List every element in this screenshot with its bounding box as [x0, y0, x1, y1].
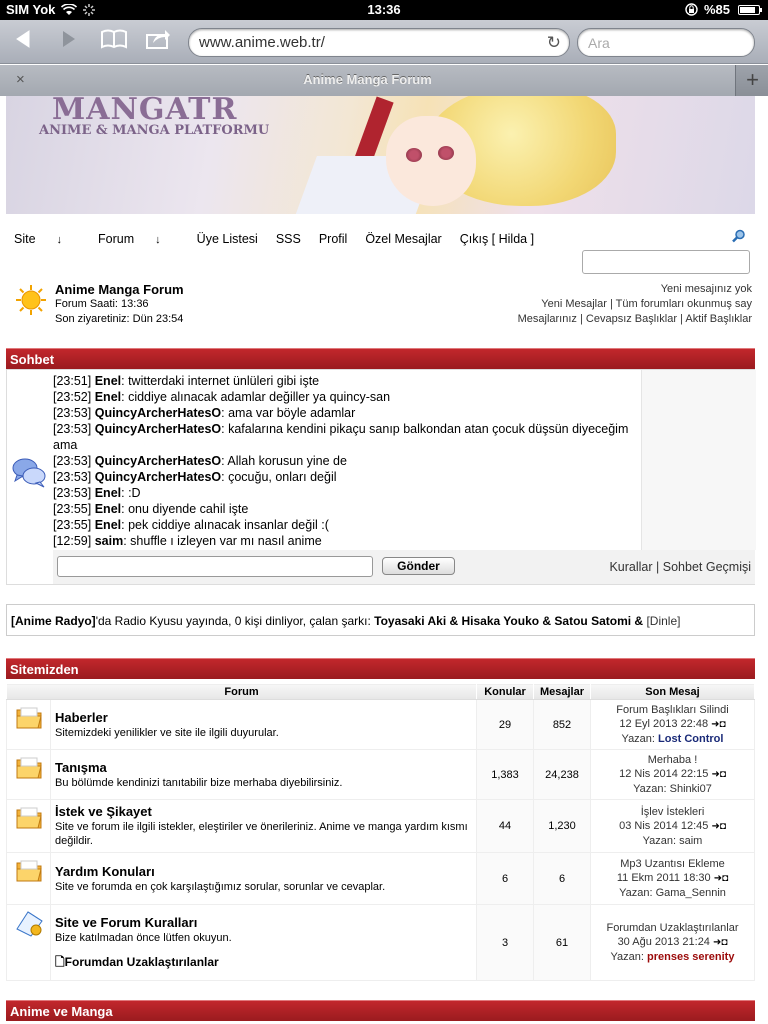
posts-count: 24,238 — [534, 750, 591, 800]
send-button[interactable]: Gönder — [382, 557, 455, 575]
share-icon[interactable] — [142, 28, 174, 56]
new-tab-button[interactable]: + — [746, 67, 759, 92]
tab-bar — [0, 65, 768, 96]
forum-icon-cell — [7, 853, 51, 905]
chat-text: : Allah korusun yine de — [221, 454, 347, 468]
chat-message — [53, 517, 641, 533]
chat-time: [23:55] — [53, 518, 92, 532]
forum-cell — [51, 700, 477, 750]
forum-cell — [51, 853, 477, 905]
chat-time: [23:53] — [53, 422, 92, 436]
reload-icon[interactable]: ↻ — [546, 33, 561, 52]
site-banner[interactable] — [6, 96, 755, 214]
chat-message — [53, 469, 641, 485]
browser-toolbar — [0, 20, 768, 64]
last-post-date: 12 Eyl 2013 22:48 — [619, 718, 709, 730]
chat-time: [23:55] — [53, 502, 92, 516]
column-topics: Konular — [477, 684, 534, 700]
subforum-link[interactable]: 🗋Forumdan Uzaklaştırılanlar — [55, 955, 219, 969]
search-icon[interactable] — [732, 229, 746, 243]
chat-text: : ama var böyle adamlar — [221, 406, 356, 420]
tab-close-icon[interactable]: × — [16, 71, 25, 88]
forum-table — [6, 683, 755, 981]
folder-icon — [15, 804, 43, 830]
chat-message — [53, 421, 641, 453]
go-to-post-icon[interactable]: ➜◘ — [711, 719, 726, 730]
last-post-date: 03 Nis 2014 12:45 — [619, 819, 709, 832]
chat-log — [53, 373, 641, 549]
chat-bubbles-icon — [11, 456, 47, 488]
chat-message — [53, 453, 641, 469]
author-prefix: Yazan: — [621, 733, 655, 745]
forum-description: Site ve forumda en çok karşılaştığımız sorular, sorunlar ve cevaplar. — [55, 880, 386, 893]
forum-row — [7, 700, 755, 750]
chat-user[interactable]: Enel — [94, 374, 122, 388]
new-posts-link[interactable]: Yeni Mesajlar — [541, 298, 607, 310]
author-prefix: Yazan: — [619, 887, 653, 899]
author-prefix: Yazan: — [610, 951, 644, 963]
chat-message — [53, 485, 641, 501]
chat-message — [53, 501, 641, 517]
radio-listen-link[interactable]: [Dinle] — [646, 614, 681, 628]
carrier-label: SIM Yok — [6, 2, 56, 17]
topics-count: 6 — [477, 853, 534, 905]
nav-private-messages[interactable]: Özel Mesajlar — [365, 232, 442, 246]
radio-song: Toyasaki Aki & Hisaka Youko & Satou Satomi & — [374, 614, 644, 628]
your-posts-link[interactable]: Mesajlarınız — [517, 313, 577, 325]
forum-info — [55, 282, 184, 327]
section-header-sitemizden[interactable]: Sitemizden — [6, 658, 755, 679]
topics-count: 44 — [477, 800, 534, 853]
forum-name-link[interactable]: Site ve Forum Kuralları — [55, 915, 198, 930]
nav-member-list[interactable]: Üye Listesi — [196, 232, 258, 246]
chat-user[interactable]: Enel — [94, 518, 122, 532]
column-forum: Forum — [7, 684, 477, 700]
nav-faq[interactable]: SSS — [275, 232, 301, 246]
chat-user[interactable]: QuincyArcherHatesO — [94, 454, 222, 468]
radio-station[interactable]: [Anime Radyo] — [11, 614, 96, 628]
last-post-cell — [591, 905, 755, 981]
go-to-post-icon[interactable]: ➜◘ — [711, 769, 726, 780]
posts-count: 6 — [534, 853, 591, 905]
site-search-input[interactable] — [582, 250, 750, 274]
banner-logo-subtitle: ANIME & MANGA PLATFORMU — [39, 123, 270, 138]
forum-description: Sitemizdeki yenilikler ve site ile ilgili duyurular. — [55, 726, 279, 739]
back-icon[interactable] — [8, 28, 40, 56]
battery-percent: %85 — [703, 2, 730, 17]
web-page — [0, 96, 768, 1024]
status-bar — [0, 0, 768, 20]
chat-text: : kafalarına kendini pikaçu sanıp balkondan atan çocuk düşsün diyeceğim ama — [53, 422, 629, 452]
posts-count: 852 — [534, 700, 591, 750]
topics-count: 3 — [477, 905, 534, 981]
last-post-date: 30 Ağu 2013 21:24 — [617, 936, 710, 948]
last-post-cell — [591, 750, 755, 800]
browser-search-input[interactable] — [577, 28, 755, 57]
chat-time: [23:52] — [53, 390, 92, 404]
chat-time: [12:59] — [53, 534, 92, 548]
author-prefix: Yazan: — [642, 834, 677, 847]
last-post-title[interactable]: Forumdan Uzaklaştırılanlar — [606, 922, 739, 934]
forum-row — [7, 750, 755, 800]
chat-text: : çocuğu, onları değil — [221, 470, 337, 484]
forum-cell — [51, 750, 477, 800]
clock: 13:36 — [367, 2, 401, 17]
chat-text: : shuffle ı izleyen var mı nasıl anime — [123, 534, 322, 548]
nav-profile[interactable]: Profil — [318, 232, 348, 246]
chat-time: [23:51] — [53, 374, 92, 388]
unanswered-topics-link[interactable]: Cevapsız Başlıklar — [585, 313, 677, 325]
forum-name-link[interactable]: Yardım Konuları — [55, 863, 155, 879]
url-bar[interactable] — [188, 28, 570, 57]
forum-row — [7, 905, 755, 981]
topics-count: 1,383 — [477, 750, 534, 800]
site-nav — [14, 232, 552, 246]
column-posts: Mesajlar — [534, 684, 591, 700]
browser-search-placeholder: Ara — [588, 35, 610, 51]
chat-time: [23:53] — [53, 454, 92, 468]
new-messages-status[interactable]: Yeni mesajınız yok — [660, 283, 752, 295]
chat-sidebar — [641, 370, 756, 550]
nav-logout[interactable]: Çıkış [ Hilda ] — [459, 232, 535, 246]
chat-user[interactable]: Enel — [94, 486, 122, 500]
forum-icon-cell — [7, 750, 51, 800]
chat-user[interactable]: QuincyArcherHatesO — [94, 422, 222, 436]
last-post-cell — [591, 853, 755, 905]
chat-time: [23:53] — [53, 470, 92, 484]
chat-text: : pek ciddiye alınacak insanlar değil :( — [121, 518, 329, 532]
chat-text: : :D — [121, 486, 141, 500]
last-post-date: 11 Ekm 2011 18:30 — [616, 872, 711, 884]
last-post-title[interactable]: Merhaba ! — [647, 754, 698, 766]
chat-time: [23:53] — [53, 486, 92, 500]
sun-icon — [15, 284, 47, 316]
last-post-author[interactable]: saim — [679, 834, 703, 847]
go-to-post-icon[interactable]: ➜◘ — [713, 937, 728, 948]
section-header-chat[interactable]: Sohbet — [6, 348, 755, 369]
chat-user[interactable]: Enel — [94, 390, 122, 404]
chat-history-link[interactable]: Sohbet Geçmişi — [662, 560, 751, 574]
go-to-post-icon[interactable]: ➜◘ — [711, 820, 726, 832]
banner-logo: MANGATR — [52, 96, 238, 127]
page-icon: 🗋 — [55, 955, 65, 969]
tab-anime-manga-forum[interactable] — [0, 65, 736, 96]
forum-title[interactable]: Anime Manga Forum — [55, 282, 184, 297]
mark-all-read-link[interactable]: Tüm forumları okunmuş say — [615, 298, 752, 310]
forum-name-link[interactable]: Tanışma — [55, 759, 107, 775]
forum-row — [7, 800, 755, 853]
forward-icon[interactable] — [52, 28, 84, 56]
forum-name-link[interactable]: İstek ve Şikayet — [55, 804, 152, 819]
forum-time: Forum Saati: 13:36 — [55, 298, 149, 310]
forum-icon-cell — [7, 800, 51, 853]
topics-count: 29 — [477, 700, 534, 750]
forum-description: Bu bölümde kendinizi tanıtabilir bize merhaba diyebilirsiniz. — [55, 776, 343, 789]
chat-user[interactable]: QuincyArcherHatesO — [94, 470, 222, 484]
forum-cell — [51, 800, 477, 853]
nav-site[interactable]: Site ↓ — [14, 232, 63, 246]
column-last-post: Son Mesaj — [591, 684, 755, 700]
last-post-cell — [591, 700, 755, 750]
battery-icon — [738, 5, 760, 15]
chat-box — [6, 369, 755, 585]
last-post-title[interactable]: İşlev İstekleri — [640, 805, 705, 818]
forum-name-link[interactable]: Haberler — [55, 709, 108, 725]
chat-text: : twitterdaki internet ünlüleri gibi işte — [121, 374, 320, 388]
last-post-author[interactable]: prenses serenity — [647, 951, 735, 963]
chat-user[interactable]: QuincyArcherHatesO — [94, 406, 222, 420]
chat-user[interactable]: Enel — [94, 502, 122, 516]
forum-description: Bize katılmadan önce lütfen okuyun. — [55, 932, 232, 944]
chat-message-input[interactable] — [57, 556, 373, 577]
last-post-title[interactable]: Mp3 Uzantısı Ekleme — [620, 858, 725, 870]
folder-icon — [15, 704, 43, 730]
tab-title: Anime Manga Forum — [303, 72, 432, 87]
lock-rotation-icon — [685, 3, 698, 16]
posts-count: 1,230 — [534, 800, 591, 853]
radio-bar — [6, 604, 755, 636]
chat-message — [53, 389, 641, 405]
last-post-author[interactable]: Shinki07 — [669, 783, 712, 795]
chat-controls: Gönder Kurallar | Sohbet Geçmişi — [53, 550, 755, 584]
chat-time: [23:53] — [53, 406, 92, 420]
bookmarks-icon[interactable] — [98, 28, 130, 56]
author-prefix: Yazan: — [633, 783, 667, 795]
rules-icon — [14, 909, 44, 937]
chat-text: : onu diyende cahil işte — [121, 502, 249, 516]
radio-status: 'da Radio Kyusu yayında, 0 kişi dinliyor, çalan şarkı: — [95, 614, 375, 628]
chat-user[interactable]: saim — [94, 534, 124, 548]
last-post-date: 12 Nis 2014 22:15 — [619, 768, 709, 780]
url-text: www.anime.web.tr/ — [199, 34, 325, 51]
posts-count: 61 — [534, 905, 591, 981]
chevron-down-icon: ↓ — [56, 234, 63, 246]
chevron-down-icon: ↓ — [155, 234, 161, 246]
battery-level — [740, 7, 755, 13]
folder-icon — [15, 857, 43, 883]
nav-forum[interactable]: Forum ↓ — [98, 232, 161, 246]
chat-message — [53, 373, 641, 389]
active-topics-link[interactable]: Aktif Başlıklar — [685, 313, 752, 325]
last-post-author[interactable]: Lost Control — [658, 733, 724, 745]
last-post-title[interactable]: Forum Başlıkları Silindi — [616, 704, 729, 716]
forum-cell — [51, 905, 477, 981]
chat-text: : ciddiye alınacak adamlar değiller ya quincy-san — [121, 390, 391, 404]
forum-row — [7, 853, 755, 905]
forum-icon-cell — [7, 905, 51, 981]
forum-icon-cell — [7, 700, 51, 750]
chat-message — [53, 405, 641, 421]
forum-description: Site ve forum ile ilgili istekler, eleştiriler ve önerileriniz. Anime ve manga yardım kısmı değildir. — [55, 821, 468, 847]
chat-message — [53, 533, 641, 549]
section-header-anime-manga[interactable]: Anime ve Manga — [6, 1000, 755, 1021]
folder-icon — [15, 754, 43, 780]
user-links: Yeni mesajınız yok Yeni Mesajlar | Tüm forumları okunmuş say Mesajlarınız | Cevapsız Başlıklar | Aktif Başlıklar — [517, 283, 752, 325]
go-to-post-icon[interactable]: ➜◘ — [713, 873, 729, 884]
last-post-author[interactable]: Gama_Sennin — [655, 887, 726, 899]
last-visit: Son ziyaretiniz: Dün 23:54 — [55, 313, 184, 325]
last-post-cell — [591, 800, 755, 853]
chat-rules-link[interactable]: Kurallar — [609, 560, 653, 574]
